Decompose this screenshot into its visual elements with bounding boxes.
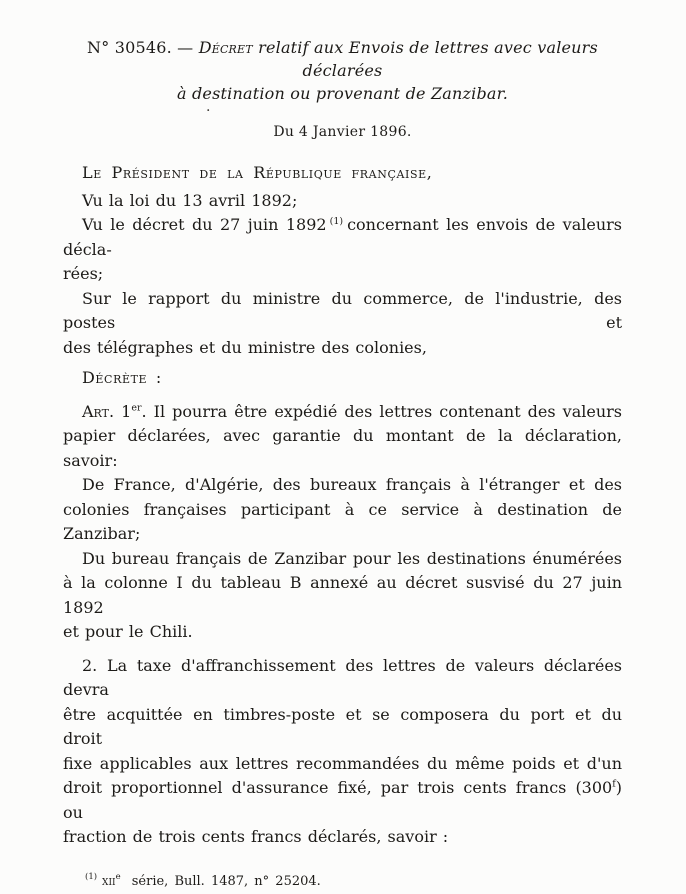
article-2-line3: fixe applicables aux lettres recommandées du même poids et d'un: [63, 752, 622, 777]
paragraph-bureau: [63, 547, 622, 645]
footnote-reference-mark: (1): [330, 216, 343, 227]
visa-decret: [63, 213, 622, 287]
footnote-text: série, Bull. 1487, n° 25204.: [132, 874, 321, 889]
visa-loi: Vu la loi du 13 avril 1892;: [63, 189, 622, 214]
paragraph-depart-line2: colonies françaises participant à ce service à destination de Zanzibar;: [63, 498, 622, 547]
visa-decret-text: Vu le décret du 27 juin 1892: [82, 215, 327, 234]
article-2-line1: 2. La taxe d'affranchissement des lettres de valeurs déclarées devra: [63, 654, 622, 703]
decree-title: [63, 36, 622, 105]
footnote-marker: (1): [85, 872, 97, 882]
footnote-series-ordinal: e: [116, 872, 121, 882]
decree-number: N° 30546. —: [87, 38, 193, 57]
rapport-paragraph: [63, 287, 622, 361]
opening-formula: Le Président de la République française,: [63, 161, 622, 186]
francs-superscript: f: [612, 779, 616, 790]
article-1-text: . Il pourra être expédié des lettres contenant des valeurs: [142, 402, 622, 421]
decrete-heading: Décrète :: [63, 366, 622, 391]
article-1-line2: papier déclarées, avec garantie du montant de la déclaration, savoir:: [63, 424, 622, 473]
article-1-line1: [63, 400, 622, 425]
paragraph-depart-line1: De France, d'Algérie, des bureaux français à l'étranger et des: [63, 473, 622, 498]
footnote-series: xii: [102, 874, 116, 889]
visa-decret-line2: rées;: [63, 262, 622, 287]
article-2-line4: [63, 776, 622, 825]
article-1-label: Art.: [82, 402, 114, 421]
rapport-line1: Sur le rapport du ministre du commerce, de l'industrie, des postes et: [63, 287, 622, 336]
article-1-number-digit: 1: [121, 402, 131, 421]
article-2-line4-text: droit proportionnel d'assurance fixé, par trois cents francs (300: [63, 778, 612, 797]
article-1-number-ordinal: er: [131, 402, 141, 413]
decree-title-rest: relatif aux Envois de lettres avec valeurs déclarées: [258, 38, 598, 80]
paragraph-bureau-line2: à la colonne I du tableau B annexé au décret susvisé du 27 juin 1892: [63, 571, 622, 620]
article-2-line5: fraction de trois cents francs déclarés, savoir :: [63, 825, 622, 850]
stray-mark: .: [206, 99, 210, 115]
paragraph-bureau-line1: Du bureau français de Zanzibar pour les destinations énumérées: [63, 547, 622, 572]
decree-word: Décret: [199, 38, 253, 57]
decree-body: [63, 161, 622, 894]
paragraph-bureau-line3: et pour le Chili.: [63, 620, 622, 645]
paragraph-depart: [63, 473, 622, 547]
decree-title-line2: à destination ou provenant de Zanzibar.: [63, 82, 622, 105]
article-2: [63, 654, 622, 850]
visa-decret-text-cont: concernant les envois de valeurs décla-: [63, 215, 622, 259]
decree-date: Du 4 Janvier 1896.: [63, 124, 622, 140]
visa-decret-line1: [63, 213, 622, 262]
footnote: [85, 870, 622, 894]
article-2-line4-end: ) ou: [63, 778, 622, 822]
article-1-number: [121, 402, 622, 421]
article-2-line2: être acquittée en timbres-poste et se composera du port et du droit: [63, 703, 622, 752]
article-1: [63, 400, 622, 474]
rapport-line2: des télégraphes et du ministre des colonies,: [63, 336, 622, 361]
decree-title-line1: [63, 36, 622, 82]
visa-block: [63, 189, 622, 361]
